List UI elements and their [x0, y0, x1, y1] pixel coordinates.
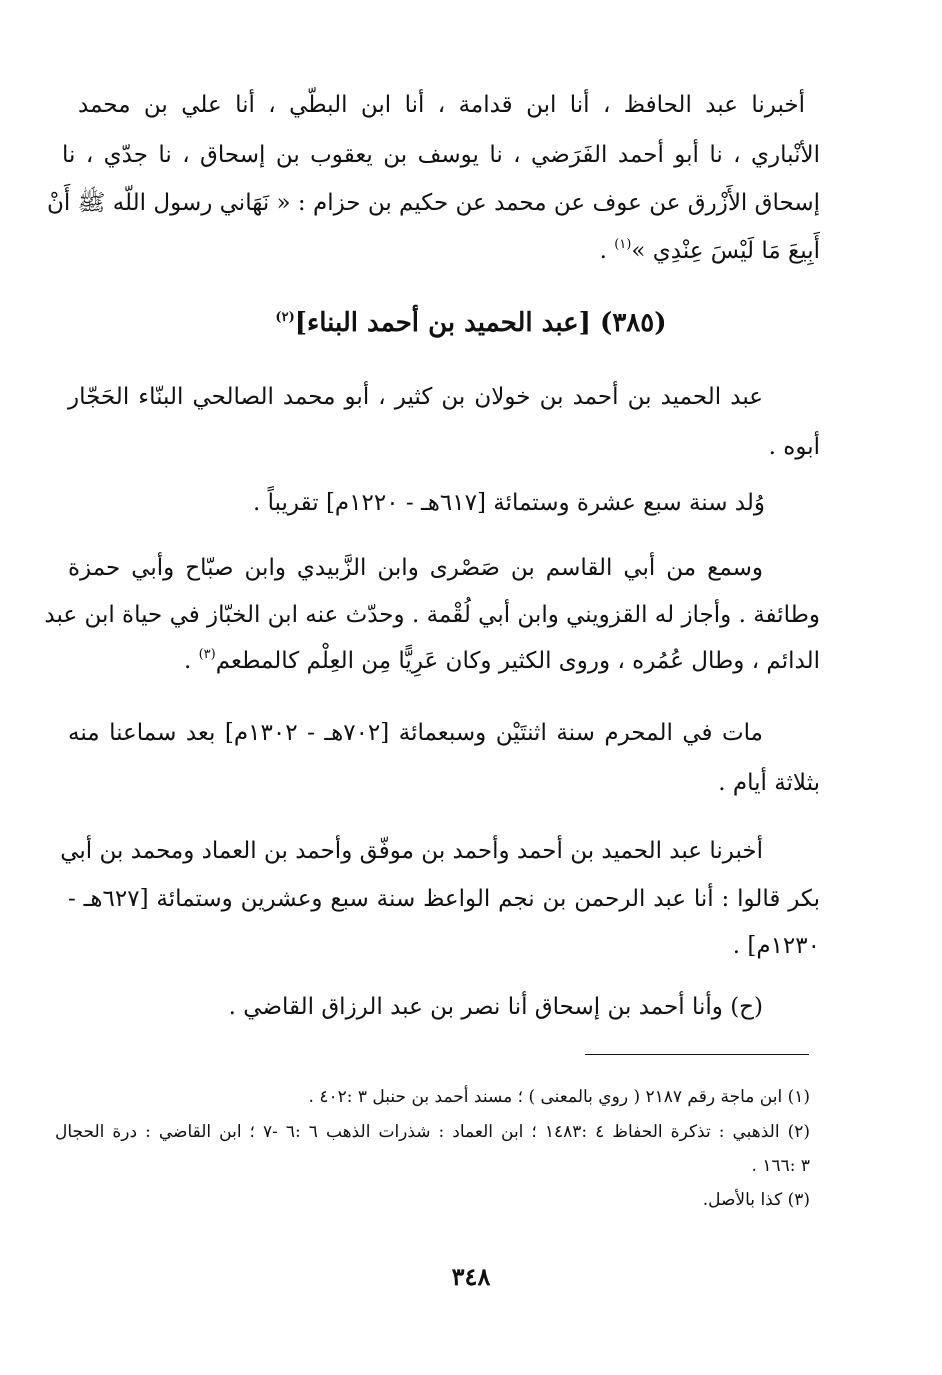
paragraph-4-line-3	[183, 646, 820, 676]
page-number: ٣٤٨	[451, 1262, 491, 1291]
paragraph-4-line-1: وسمع من أبي القاسم بن صَصْرى وابن الزَّبيدي وابن صبّاح وأبي حمزة	[68, 555, 763, 581]
footnote-1: (١) ابن ماجة رقم ٢١٨٧ ( روي بالمعنى ) ؛ مسند أحمد بن حنبل ٣ :٤٠٢ .	[308, 1087, 810, 1107]
hadith-quote-end: أَبِيعَ مَا لَيْسَ عِنْدِي »	[631, 238, 820, 264]
footnote-2-line-1: (٢) الذهبي : تذكرة الحفاظ ٤ :١٤٨٣ ؛ ابن العماد : شذرات الذهب ٦ :٦ -٧ ؛ ابن القاضي : درة الحجال	[55, 1122, 810, 1142]
paragraph-4-line-2: وطائفة . وأجاز له القزويني وابن أبي لُقْمة . وحدّث عنه ابن الخبّاز في حياة ابن عبد	[44, 602, 820, 628]
paragraph-1-line-2: الأنْباري ، نا أبو أحمد الفَرَضي ، نا يوسف بن يعقوب بن إسحاق ، نا جدّي ، نا	[62, 142, 820, 168]
paragraph-3-line-1: وُلد سنة سبع عشرة وستمائة [٦١٧هـ - ١٢٢٠م] تقريباً .	[252, 490, 765, 516]
paragraph-1-line-3: إسحاق الأَزْرق عن عوف عن محمد عن حكيم بن حزام : « نَهَاني رسول اللّه ﷺ أَنْ	[47, 190, 820, 216]
footnote-2-line-2: ٣ :١٦٦ .	[751, 1156, 810, 1176]
paragraph-2-line-1: عبد الحميد بن أحمد بن خولان بن كثير ، أبو محمد الصالحي البنّاء الحَجّار	[68, 384, 763, 410]
footnote-ref-1: (١)	[614, 237, 632, 252]
paragraph-6-line-2: بكر قالوا : أنا عبد الرحمن بن نجم الواعظ سنة سبع وعشرين وستمائة [٦٢٧هـ -	[68, 886, 821, 912]
paragraph-5-line-1: مات في المحرم سنة اثنتَيْن وسبعمائة [٧٠٢هـ - ١٣٠٢م] بعد سماعنا منه	[68, 720, 764, 746]
paragraph-4-line-3-text: الدائم ، وطال عُمُره ، وروى الكثير وكان عَرِيًّا مِن العِلْم كالمطعم	[215, 648, 820, 674]
period: .	[599, 238, 615, 264]
paragraph-1-line-1: أخبرنا عبد الحافظ ، أنا ابن قدامة ، أنا ابن البطّي ، أنا علي بن محمد	[78, 92, 805, 118]
footnote-ref-3: (٣)	[198, 647, 216, 662]
footnote-3: (٣) كذا بالأصل.	[702, 1190, 810, 1210]
paragraph-1-line-4	[560, 236, 820, 266]
period: .	[183, 648, 199, 674]
entry-heading	[200, 306, 742, 340]
paragraph-6-line-3: ١٢٣٠م] .	[732, 933, 820, 959]
footnote-separator	[585, 1054, 809, 1055]
footnote-ref-2: (٢)	[275, 310, 295, 325]
paragraph-5-line-2: بثلاثة أيام .	[718, 770, 820, 796]
paragraph-2-line-2: أبوه .	[768, 434, 820, 460]
entry-title: (٣٨٥) [عبد الحميد بن أحمد البناء]	[294, 308, 667, 338]
paragraph-7-line-1: (ح) وأنا أحمد بن إسحاق أنا نصر بن عبد الرزاق القاضي .	[228, 994, 763, 1020]
paragraph-6-line-1: أخبرنا عبد الحميد بن أحمد وأحمد بن موفّق وأحمد بن العماد ومحمد بن أبي	[60, 838, 763, 864]
